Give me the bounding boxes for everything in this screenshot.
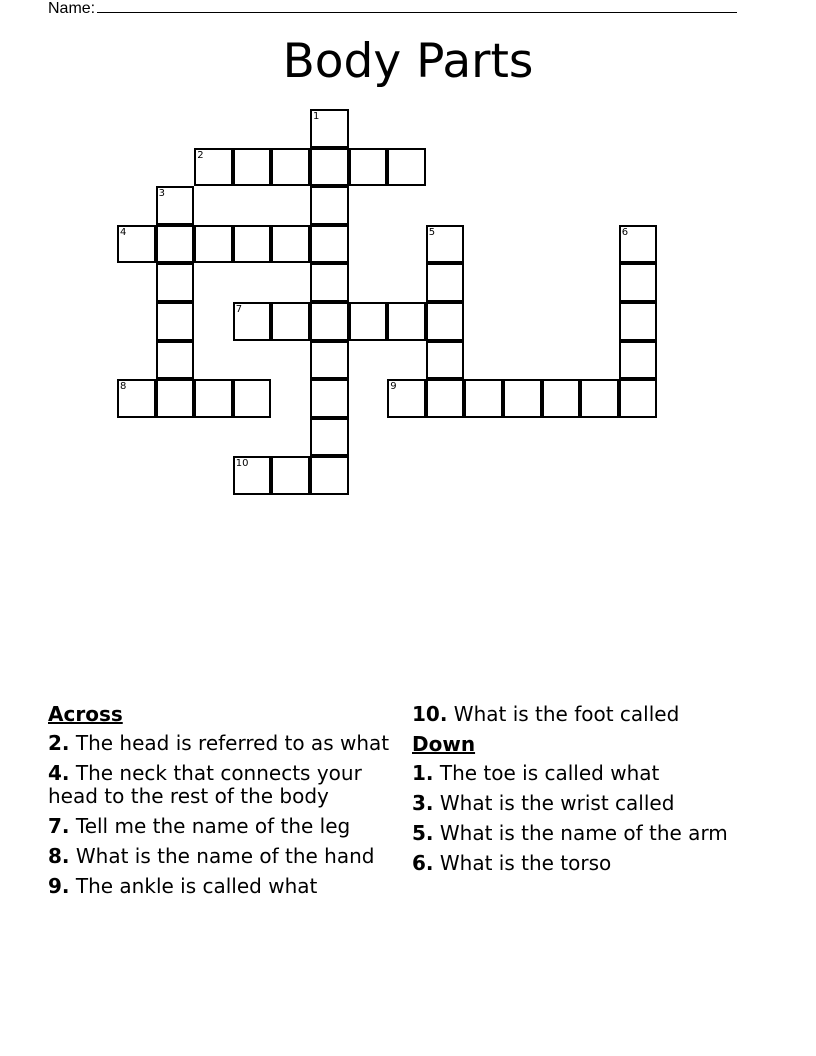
grid-cell[interactable]	[233, 379, 272, 418]
grid-cell[interactable]	[156, 302, 195, 341]
down-heading: Down	[412, 732, 476, 756]
clue-across-4	[48, 762, 408, 808]
clue-number-label: 3	[158, 188, 165, 200]
grid-cell[interactable]	[426, 225, 465, 264]
grid-cell[interactable]	[426, 302, 465, 341]
clue-down-6	[412, 852, 752, 875]
grid-cell[interactable]	[310, 302, 349, 341]
clue-down-1	[412, 762, 752, 785]
grid-cell[interactable]	[271, 302, 310, 341]
clue-number: 2.	[48, 731, 70, 755]
grid-cell[interactable]	[464, 379, 503, 418]
clue-text: What is the foot called	[447, 702, 680, 726]
clue-across-7	[48, 815, 408, 838]
grid-cell[interactable]	[117, 379, 156, 418]
clue-down-3	[412, 792, 752, 815]
grid-cell[interactable]	[233, 225, 272, 264]
clue-text: The ankle is called what	[69, 874, 318, 898]
clue-across-10	[412, 703, 752, 726]
clue-number: 1.	[412, 761, 434, 785]
grid-cell[interactable]	[310, 418, 349, 457]
grid-cell[interactable]	[271, 456, 310, 495]
clue-text: Tell me the name of the leg	[69, 814, 351, 838]
clue-number-label: 8	[120, 381, 127, 393]
clue-number: 10.	[412, 702, 448, 726]
grid-cell[interactable]	[310, 456, 349, 495]
grid-cell[interactable]	[310, 186, 349, 225]
clue-number: 8.	[48, 844, 70, 868]
grid-cell[interactable]	[233, 302, 272, 341]
grid-cell[interactable]	[194, 379, 233, 418]
grid-cell[interactable]	[310, 341, 349, 380]
grid-cell[interactable]	[426, 263, 465, 302]
clue-number: 3.	[412, 791, 434, 815]
grid-cell[interactable]	[271, 148, 310, 187]
clue-number: 5.	[412, 821, 434, 845]
clues-right-column	[412, 703, 752, 882]
clue-across-2	[48, 732, 408, 755]
grid-cell[interactable]	[619, 225, 658, 264]
name-label: Name:	[48, 0, 96, 17]
grid-cell[interactable]	[426, 379, 465, 418]
clue-number-label: 10	[235, 458, 249, 470]
grid-cell[interactable]	[271, 225, 310, 264]
clue-text: What is the torso	[433, 851, 612, 875]
clue-number-label: 5	[428, 226, 436, 238]
clue-number: 4.	[48, 761, 70, 785]
clues-left-column	[48, 703, 408, 905]
grid-cell[interactable]	[387, 302, 426, 341]
crossword-grid	[0, 0, 816, 520]
clue-number-label: 6	[621, 226, 629, 238]
clue-number-label: 7	[235, 304, 243, 315]
grid-cell[interactable]	[310, 225, 349, 264]
grid-cell[interactable]	[503, 379, 542, 418]
grid-cell[interactable]	[619, 302, 658, 341]
across-heading: Across	[48, 702, 123, 726]
grid-cell[interactable]	[619, 263, 658, 302]
grid-cell[interactable]	[349, 148, 388, 187]
clue-text: What is the name of the hand	[69, 844, 375, 868]
clue-across-8	[48, 845, 408, 868]
page-title: Body Parts	[282, 34, 534, 89]
clue-number: 7.	[48, 814, 70, 838]
grid-cell[interactable]	[156, 341, 195, 380]
grid-cell[interactable]	[233, 148, 272, 187]
grid-cell[interactable]	[233, 456, 272, 495]
grid-cell[interactable]	[387, 379, 426, 418]
grid-cell[interactable]	[426, 341, 465, 380]
grid-cell[interactable]	[619, 341, 658, 380]
clue-across-9	[48, 875, 408, 898]
grid-cell[interactable]	[156, 379, 195, 418]
grid-cell[interactable]	[542, 379, 581, 418]
grid-cell[interactable]	[349, 302, 388, 341]
clue-text: The toe is called what	[433, 761, 660, 785]
grid-cell[interactable]	[580, 379, 619, 418]
grid-cell[interactable]	[310, 379, 349, 418]
clue-number-label: 9	[390, 381, 397, 393]
clue-text: What is the name of the arm	[433, 821, 728, 845]
grid-cell[interactable]	[194, 148, 233, 187]
grid-cell[interactable]	[117, 225, 156, 264]
grid-cell[interactable]	[310, 148, 349, 187]
grid-cell[interactable]	[619, 379, 658, 418]
grid-cell[interactable]	[310, 109, 349, 148]
grid-cell[interactable]	[387, 148, 426, 187]
grid-cell[interactable]	[310, 263, 349, 302]
clue-number-label: 1	[313, 111, 320, 122]
clue-text: The head is referred to as what	[69, 731, 390, 755]
grid-cell[interactable]	[194, 225, 233, 264]
grid-cell[interactable]	[156, 225, 195, 264]
grid-cell[interactable]	[156, 186, 195, 225]
clue-number: 9.	[48, 874, 70, 898]
clue-text: The neck that connects your head to the rest of the body	[48, 761, 362, 808]
clue-down-5	[412, 822, 752, 845]
clue-number-label: 4	[120, 226, 127, 238]
grid-cell[interactable]	[156, 263, 195, 302]
clue-number-label: 2	[197, 149, 204, 161]
clue-number: 6.	[412, 851, 434, 875]
clue-text: What is the wrist called	[433, 791, 675, 815]
